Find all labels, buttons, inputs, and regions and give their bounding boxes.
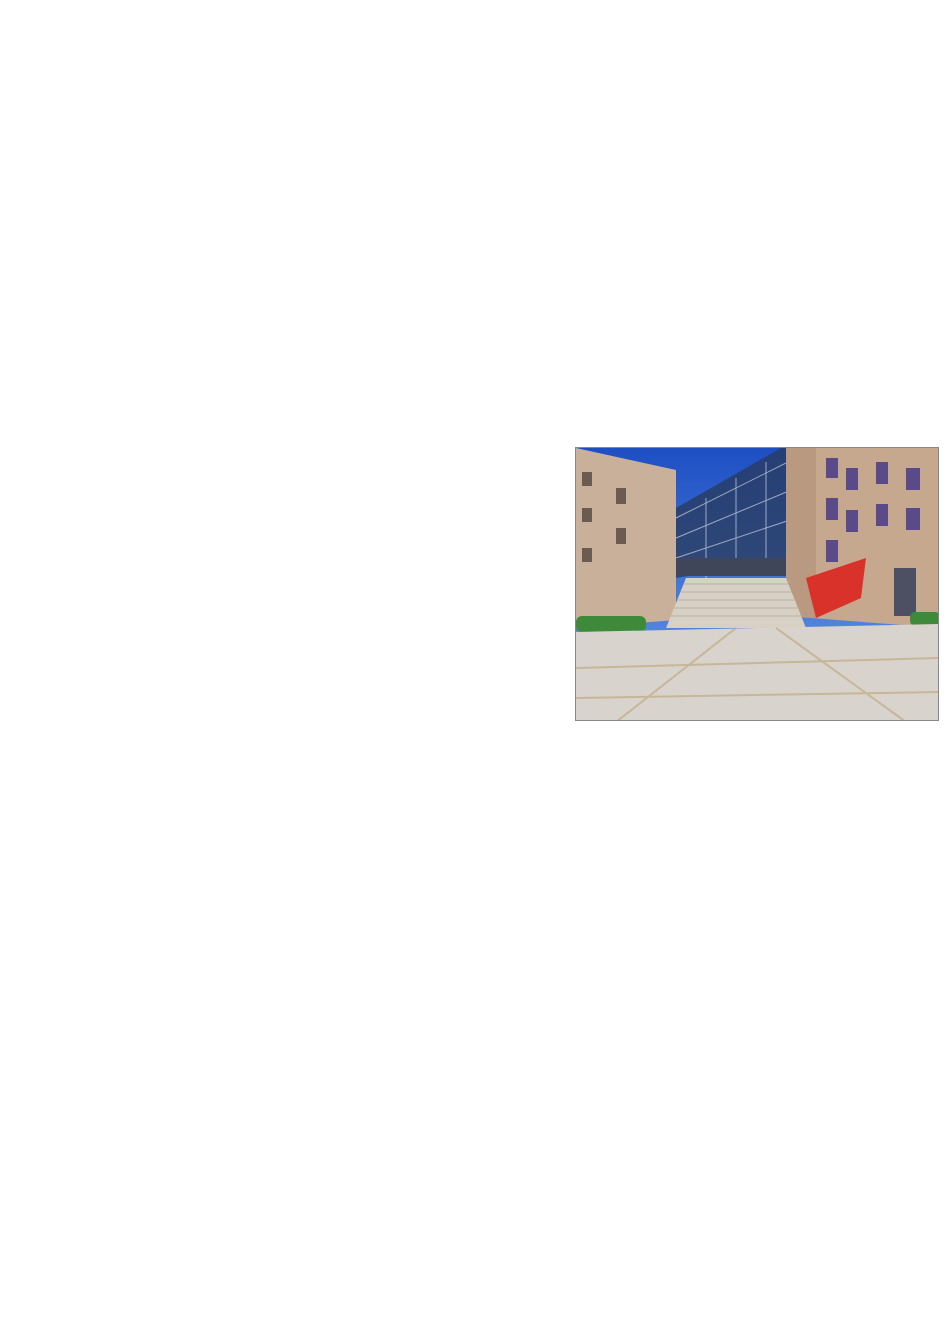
building-illustration xyxy=(576,448,939,721)
entrance-flow-chart xyxy=(140,130,600,360)
west-entrance-photo xyxy=(575,447,939,721)
